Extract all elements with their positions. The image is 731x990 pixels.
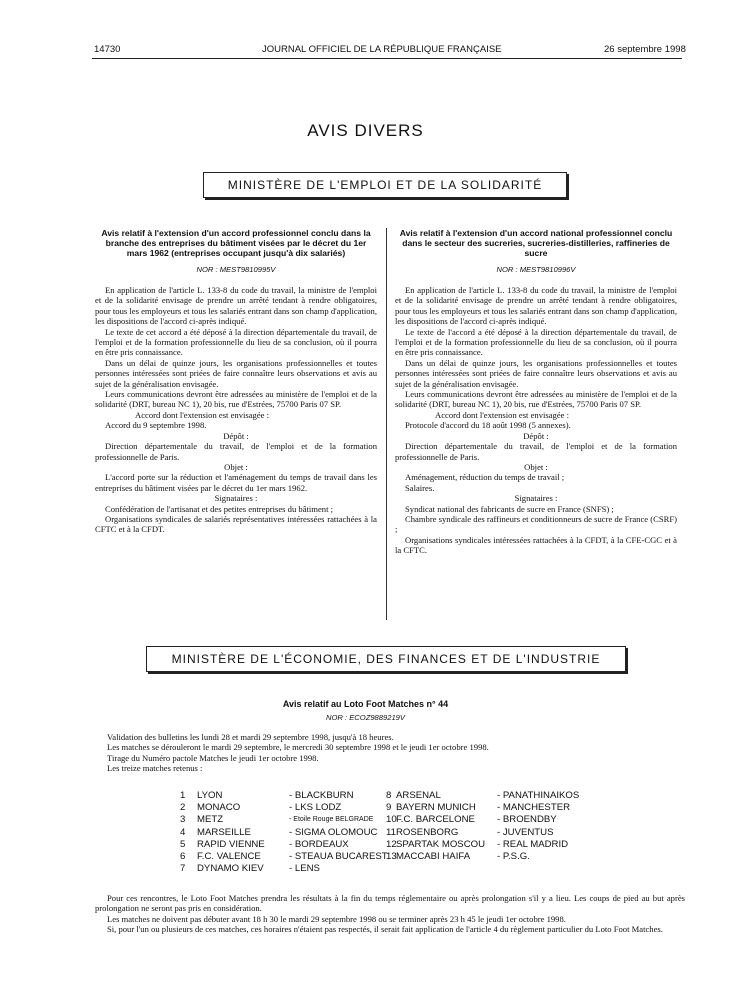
right-accord-heading: Accord dont l'extension est envisagée : — [435, 409, 569, 420]
match-home-team: SPARTAK MOSCOU — [396, 838, 486, 850]
left-accord: Accord du 9 septembre 1998. — [105, 420, 207, 431]
match-away-team: - BROENDBY — [497, 814, 557, 826]
match-home-team: BAYERN MUNICH — [396, 802, 476, 814]
right-objet2: Salaires. — [405, 482, 435, 493]
match-number: 5 — [180, 838, 186, 850]
match-number: 11 — [386, 826, 396, 838]
match-home-team: MONACO — [197, 802, 241, 814]
header-rule — [92, 58, 682, 59]
match-away-team: - Etoile Rouge BELGRADE — [289, 816, 374, 824]
loto-line3: Tirage du Numéro pactole Matches le jeudi 1er octobre 1998. — [107, 752, 319, 763]
loto-footer — [95, 893, 685, 935]
match-number: 1 — [180, 790, 186, 801]
match-home-team: ROSENBORG — [396, 826, 459, 838]
right-signataires-heading: Signataires : — [514, 493, 558, 504]
loto-footer-1: Pour ces rencontres, le Loto Foot Matches prendra les résultats à la fin du temps réglementaire ou après prolongation s'il y a lieu. Les coups de pied au but après prolongation ne seront pas pris en considération. — [95, 893, 685, 914]
right-p4: Leurs communications devront être adressées au ministère de l'emploi et de la solidarité (DRT, bureau NC 1), 20 bis, rue d'Estrées, 75700 Paris 07 SP. — [395, 389, 677, 410]
match-away-team: - LKS LODZ — [289, 802, 342, 814]
match-number: 4 — [180, 826, 186, 838]
column-divider — [386, 228, 387, 620]
loto-intro — [95, 732, 685, 774]
match-away-team: - LENS — [289, 863, 320, 875]
left-objet: L'accord porte sur la réduction et l'aménagement du temps de travail dans les entreprises du bâtiment visées par le décret du 1er mars 1962. — [95, 472, 377, 493]
right-sig3: Organisations syndicales intéressées rattachées à la CFDT, à la CFE-CGC et à la CFTC. — [395, 534, 677, 556]
left-depot: Direction départementale du travail, de l'emploi et de la formation professionnelle de Paris. — [95, 441, 377, 462]
match-away-team: - MANCHESTER — [497, 802, 571, 814]
match-home-team: LYON — [197, 790, 223, 801]
match-number: 2 — [180, 802, 186, 814]
right-notice-nor: NOR : MESТ9810996V — [496, 264, 576, 274]
right-notice — [395, 228, 677, 556]
left-sig1: Confédération de l'artisanat et des petites entreprises du bâtiment ; — [105, 503, 334, 514]
left-sig2: Organisations syndicales de salariés représentatives intéressées rattachées à la CFTC et à la CFDT. — [95, 513, 377, 535]
match-home-team: RAPID VIENNE — [197, 838, 265, 850]
right-depot: Direction départementale du travail, de l'emploi et de la formation professionnelle de Paris. — [395, 441, 677, 462]
ministry-economie-label: MINISTÈRE DE L'ÉCONOMIE, DES FINANCES ET DE L'INDUSTRIE — [171, 652, 601, 666]
right-accord: Protocole d'accord du 18 août 1998 (5 annexes). — [405, 420, 571, 431]
match-home-team: F.C. BARCELONE — [396, 814, 475, 826]
left-signataires-heading: Signataires : — [214, 493, 258, 504]
match-number: 12 — [386, 838, 397, 850]
left-p3: Dans un délai de quinze jours, les organisations professionnelles et toutes personnes intéressées sont priées de faire connaître leurs observations et avis au sujet de la généralisation envisagée. — [95, 357, 377, 389]
match-away-team: - SIGMA OLOMOUC — [289, 826, 378, 838]
ministry-economie-box — [146, 646, 626, 672]
match-home-team: DYNAMO KIEV — [197, 863, 264, 875]
match-number: 6 — [180, 851, 186, 862]
matches-table — [0, 790, 731, 880]
match-away-team: - BLACKBURN — [289, 790, 354, 801]
right-depot-heading: Dépôt : — [523, 430, 549, 441]
journal-title: JOURNAL OFFICIEL DE LA RÉPUBLIQUE FRANÇAISE — [262, 44, 502, 55]
match-away-team: - BORDEAUX — [289, 838, 349, 850]
loto-footer-3: Si, pour l'un ou plusieurs de ces matches, ces horaires n'étaient pas respectés, il serait fait application de l'article 4 du règlement particulier du Loto Foot Matches. — [107, 924, 663, 935]
right-objet1: Aménagement, réduction du temps de travail ; — [405, 472, 565, 483]
match-number: 3 — [180, 814, 186, 826]
left-p4: Leurs communications devront être adressées au ministère de l'emploi et de la solidarité (DRT, bureau NC 1), 20 bis, rue d'Estrées, 75700 Paris 07 SP. — [95, 389, 377, 410]
loto-line4: Les treize matches retenus : — [107, 763, 203, 774]
match-number: 7 — [180, 863, 186, 875]
match-away-team: - REAL MADRID — [497, 838, 569, 850]
right-notice-title: Avis relatif à l'extension d'un accord national professionnel conclu dans le secteur des sucreries, sucreries-distilleries, raffineries de sucre — [399, 228, 673, 259]
match-away-team: - JUVENTUS — [497, 826, 554, 838]
ministry-emploi-label: MINISTÈRE DE L'EMPLOI ET DE LA SOLIDARITÉ — [227, 178, 543, 192]
match-home-team: MACCABI HAIFA — [396, 851, 471, 862]
right-sig1: Syndicat national des fabricants de sucre en France (SNFS) ; — [405, 503, 614, 514]
match-away-team: - PANATHINAIKOS — [497, 790, 580, 801]
match-home-team: ARSENAL — [396, 790, 441, 801]
loto-nor: NOR : ECOZ9889219V — [326, 713, 405, 722]
match-number: 10 — [386, 814, 397, 826]
left-notice-title: Avis relatif à l'extension d'un accord professionnel conclu dans la branche des entreprises du bâtiment visées par le décret du 1er mars 1962 (entreprises occupant jusqu'à dix salariés) — [101, 228, 371, 259]
left-notice-nor: NOR : MESТ9810995V — [196, 264, 276, 274]
match-number: 9 — [386, 802, 392, 814]
right-p3: Dans un délai de quinze jours, les organisations professionnelles et toutes personnes intéressées sont priées de faire connaître leurs observations et avis au sujet de la généralisation envisagée. — [395, 357, 677, 389]
match-number: 8 — [386, 790, 392, 801]
loto-line1: Validation des bulletins les lundi 28 et mardi 29 septembre 1998, jusqu'à 18 heures. — [107, 732, 394, 742]
match-away-team: - STEAUA BUCAREST — [289, 851, 388, 862]
match-home-team: METZ — [197, 814, 224, 826]
loto-line2: Les matches se dérouleront le mardi 29 septembre, le mercredi 30 septembre 1998 et le jeudi 1er octobre 1998. — [107, 742, 489, 753]
right-objet-heading: Objet : — [524, 461, 548, 472]
page-title: AVIS DIVERS — [307, 121, 424, 140]
right-p2: Le texte de l'accord a été déposé à la direction départementale du travail, de l'emploi et de la formation professionnelle du lieu de sa conclusion, où il pourra en être pris connaissance. — [395, 326, 677, 358]
right-sig2: Chambre syndicale des raffineurs et conditionneurs de sucre de France (CSRF) ; — [395, 513, 677, 535]
ministry-emploi-box — [203, 172, 567, 198]
right-p1: En application de l'article L. 133-8 du code du travail, la ministre de l'emploi et de la solidarité envisage de prendre un arrêté tendant à rendre obligatoires, pour tous les employeurs et tous les salariés entrant dans son champ d'application, les dispositions de l'accord ci-après indiqué. — [395, 285, 677, 327]
left-depot-heading: Dépôt : — [223, 430, 249, 441]
match-home-team: MARSEILLE — [197, 826, 251, 838]
loto-footer-2: Les matches ne doivent pas débuter avant 18 h 30 le mardi 29 septembre 1998 ou se terminer après 23 h 45 le jeudi 1er octobre 1998. — [107, 913, 566, 924]
page-number: 14730 — [94, 44, 121, 55]
left-objet-heading: Objet : — [224, 461, 248, 472]
match-number: 13 — [386, 851, 397, 862]
left-p1: En application de l'article L. 133-8 du code du travail, la ministre de l'emploi et de la solidarité envisage de prendre un arrêté tendant à rendre obligatoires, pour tous les employeurs et tous les salariés entrant dans son champ d'application, les dispositions de l'accord ci-après indiqué. — [95, 285, 377, 327]
match-away-team: - P.S.G. — [497, 851, 530, 862]
left-p2: Le texte de cet accord a été déposé à la direction départementale du travail, de l'emploi et de la formation professionnelle du lieu de sa conclusion, où il pourra en être pris connaissance. — [95, 326, 377, 358]
left-notice — [95, 228, 377, 535]
match-home-team: F.C. VALENCE — [197, 851, 261, 862]
loto-title: Avis relatif au Loto Foot Matches n° 44 — [282, 699, 449, 709]
issue-date: 26 septembre 1998 — [604, 44, 686, 55]
left-accord-heading: Accord dont l'extension est envisagée : — [135, 409, 269, 420]
